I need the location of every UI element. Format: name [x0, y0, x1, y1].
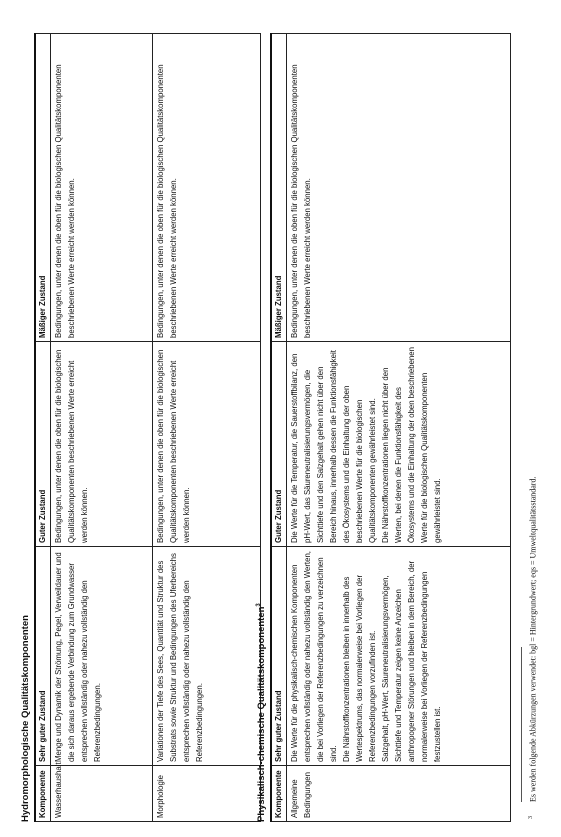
chem-table — [270, 33, 511, 822]
hydro-table — [34, 33, 261, 822]
chem-title-text: Physikalisch-chemische Qualitätskomponenten — [256, 606, 268, 822]
good-cell: Bedingungen, unter denen die oben für die biologischen Qualitätskomponenten beschriebenen Werte erreicht werden können. — [153, 342, 261, 547]
footnote-rule — [521, 647, 522, 802]
table-row — [287, 34, 511, 822]
footnote — [528, 477, 538, 819]
very-good-cell: Die Werte für die physikalisch-chemischen Komponenten entsprechen vollständig oder nahezu vollständig den Werten, die bei Vorliegen der Referenzbedingungen zu verzeichnen sind. Die Nährstoffkonzentrationen bleiben in innerhalb des Wertespektrums, das normalerweise bei Vorliegen der Referenzbedingungen vorzufinden ist. Salzgehalt, pH-Wert, Säureneutralisierungsvermögen, Sichttiefe und Temperatur zeigen keine Anzeichen anthropogener Störungen und bleiben in dem Bereich, der normalerweise bei Vorliegen der Referenzbedingungen festzustellen ist. — [287, 547, 511, 766]
chem-header-row — [271, 34, 287, 822]
very-good-cell: Menge und Dynamik der Strömung, Pegel, Verweildauer und die sich daraus ergebende Verbindung zum Grundwasser entsprechen vollständig oder nahezu vollständig den Referenzbedingungen. — [51, 547, 153, 766]
moderate-cell: Bedingungen, unter denen die oben für die biologischen Qualitätskomponenten beschriebenen Werte erreicht werden können. — [287, 34, 511, 342]
header-cell: Sehr guter Zustand — [35, 547, 51, 766]
footnote-number: 3 — [528, 816, 534, 819]
good-cell: Bedingungen, unter denen die oben für die biologischen Qualitätskomponenten beschriebenen Werte erreicht werden können. — [51, 342, 153, 547]
very-good-cell: Variationen der Tiefe des Sees, Quantität und Struktur des Substrats sowie Struktur und Bedingungen des Uferbereichs entsprechen vollständig oder nahezu vollständig den Referenzbedingungen. — [153, 547, 261, 766]
header-cell: Mäßiger Zustand — [271, 34, 287, 342]
table-row — [153, 34, 261, 822]
header-cell: Mäßiger Zustand — [35, 34, 51, 342]
component-cell: Morphologie — [153, 766, 261, 822]
header-cell: Guter Zustand — [35, 342, 51, 547]
good-cell: Die Werte für die Temperatur, die Sauerstoffbilanz, den pH-Wert, das Säureneutralisierungsvermögen, die Sichttiefe und den Salzgehalt gehen nicht über den Bereich hinaus, innerhalb dessen die Funktionsfähigkeit des Ökosystems und die Einhaltung der oben beschriebenen Werte für die biologischen Qualitätskomponenten gewährleistet sind. Die Nährstoffkonzentrationen liegen nicht über den Werten, bei denen die Funktionsfähigkeit des Ökosystems und die Einhaltung der oben beschriebenen Werte für die biologischen Qualitätskomponenten gewährleistet sind. — [287, 342, 511, 547]
component-cell: Wasserhaushalt — [51, 766, 153, 822]
moderate-cell: Bedingungen, unter denen die oben für die biologischen Qualitätskomponenten beschriebenen Werte erreicht werden können. — [51, 34, 153, 342]
footnote-ref: 3 — [256, 603, 262, 607]
hydro-section-title: Hydromorphologische Qualitätskomponenten — [20, 615, 31, 822]
chem-section-title — [256, 603, 267, 822]
moderate-cell: Bedingungen, unter denen die oben für die biologischen Qualitätskomponenten beschriebenen Werte erreicht werden können. — [153, 34, 261, 342]
table-row — [51, 34, 153, 822]
header-cell: Komponente — [271, 766, 287, 822]
footnote-text: Es werden folgende Abkürzungen verwendet: bgl = Hintergrundwert; eqs = Umweltqualitätsstandard. — [528, 476, 538, 802]
header-cell: Komponente — [35, 766, 51, 822]
header-cell: Guter Zustand — [271, 342, 287, 547]
header-cell: Sehr guter Zustand — [271, 547, 287, 766]
hydro-header-row — [35, 34, 51, 822]
component-cell: Allgemeine Bedingungen — [287, 766, 511, 822]
